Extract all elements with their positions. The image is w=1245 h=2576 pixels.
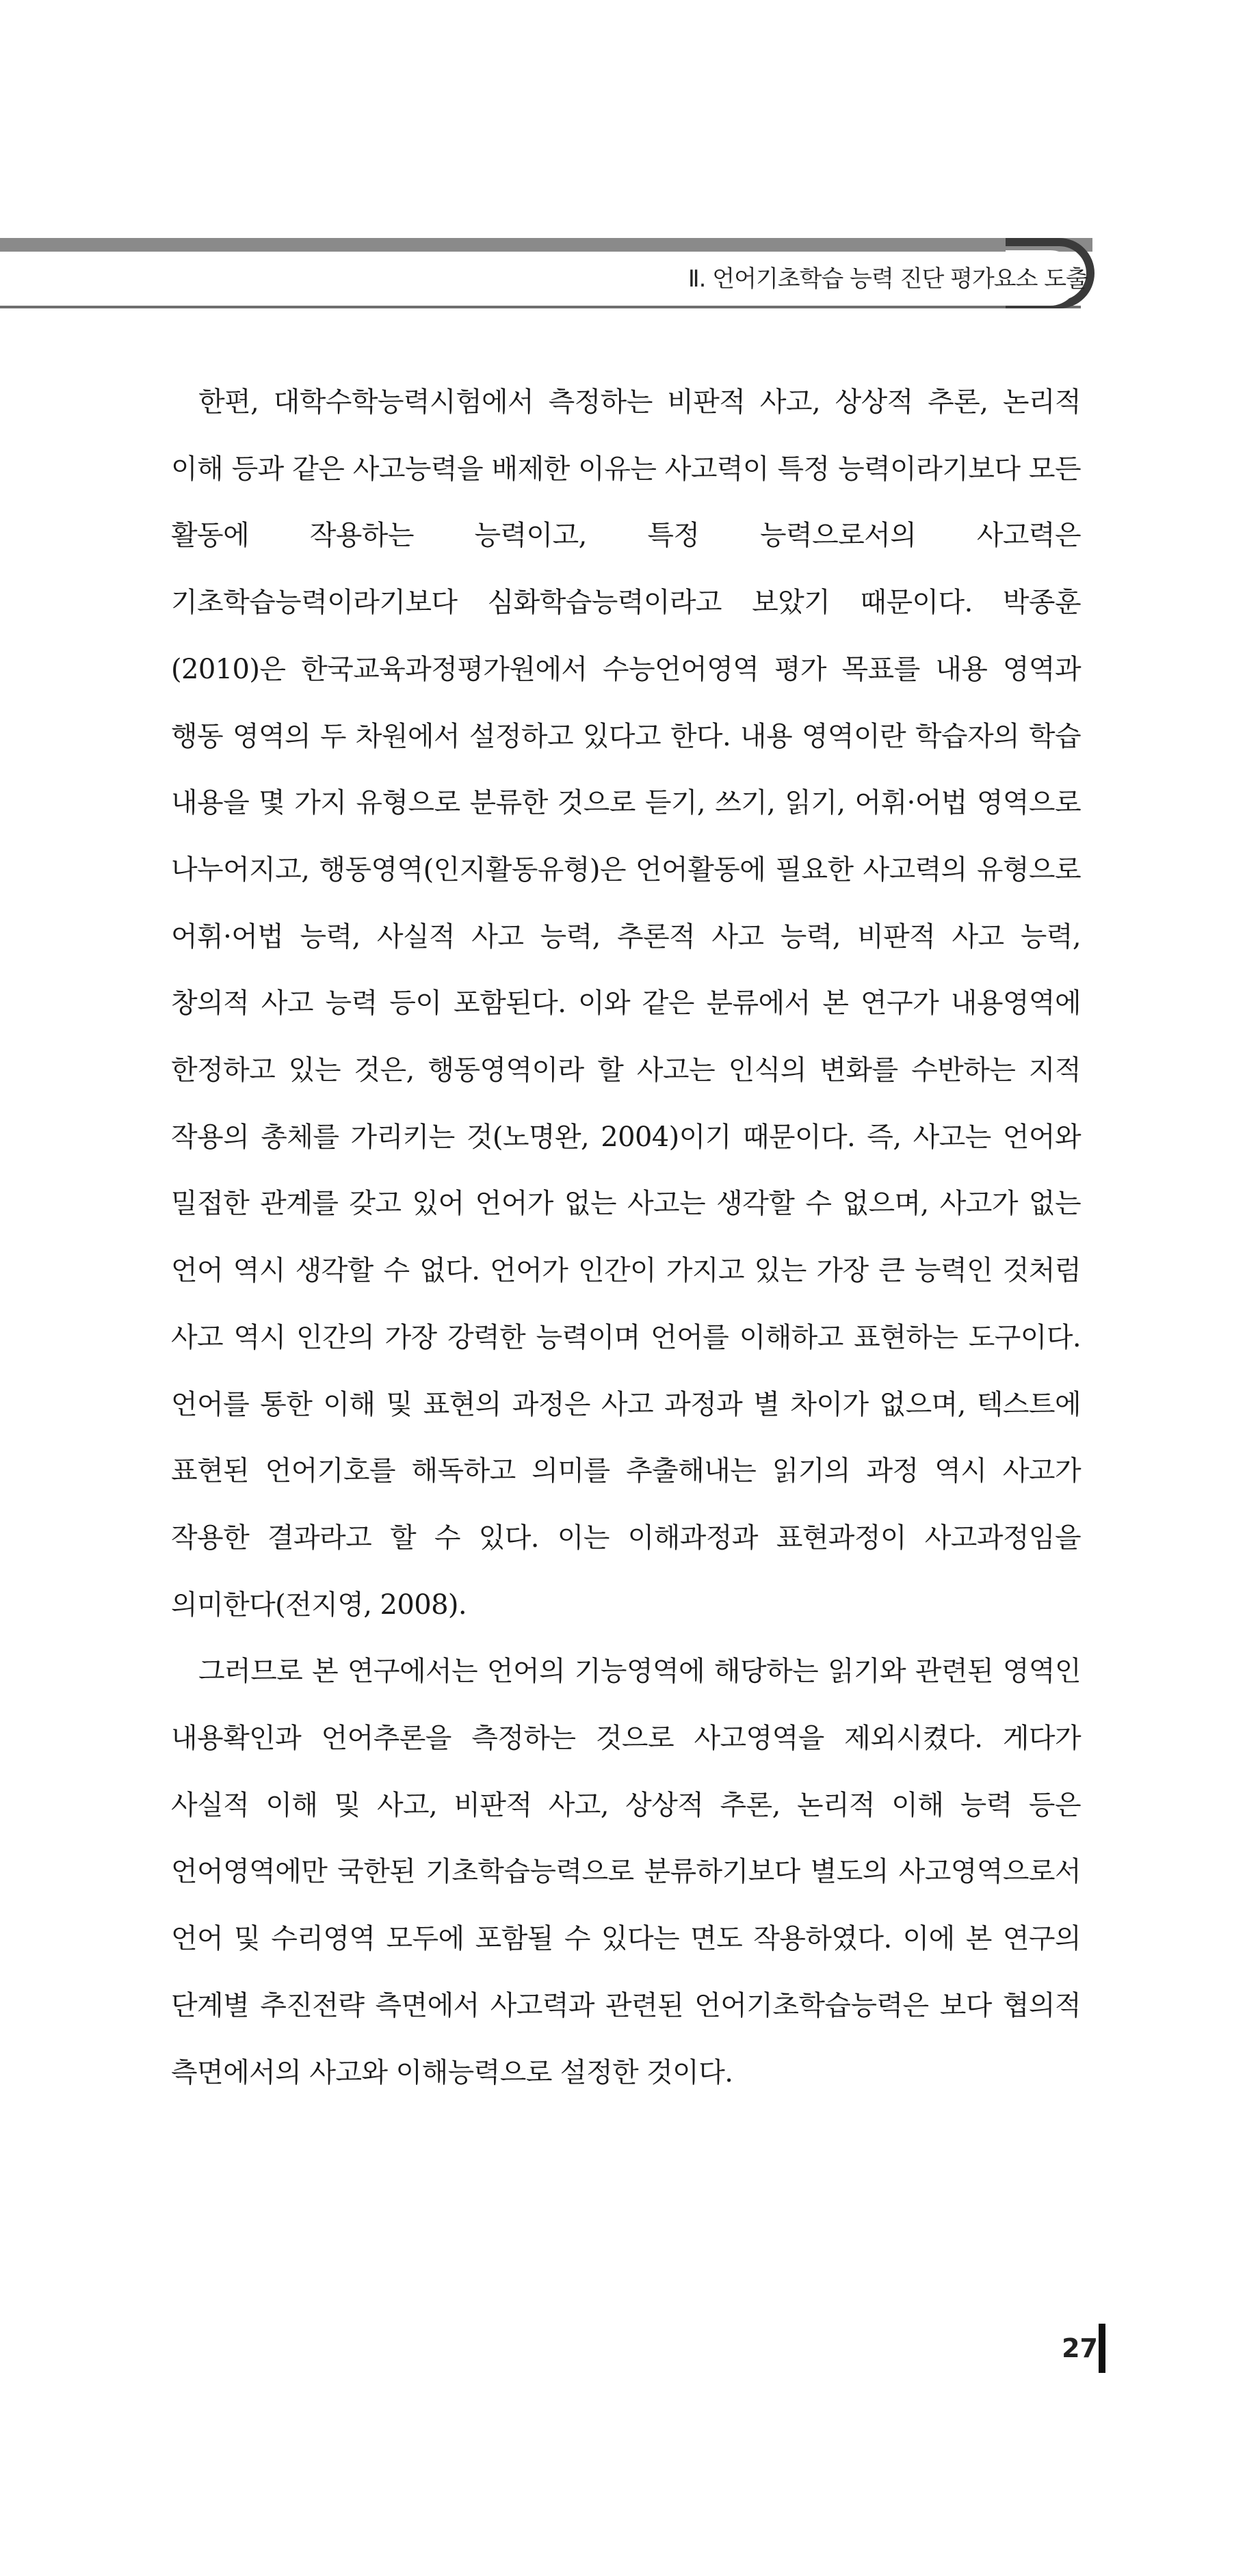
header-rule-line <box>0 306 1081 308</box>
paragraph-1: 한편, 대학수학능력시험에서 측정하는 비판적 사고, 상상적 추론, 논리적 이해 등과 같은 사고능력을 배제한 이유는 사고력이 특정 능력이라기보다 모든 활동에 작용하는 능력이고, 특정 능력으로서의 사고력은 기초학습능력이라기보다 심화학습능력이라고 보았기 때문이다. 박종훈(2010)은 한국교육과정평가원에서 수능언어영역 평가 목표를 내용 영역과 행동 영역의 두 차원에서 설정하고 있다고 한다. 내용 영역이란 학습자의 학습 내용을 몇 가지 유형으로 분류한 것으로 듣기, 쓰기, 읽기, 어휘·어법 영역으로 나누어지고, 행동영역(인지활동유형)은 언어활동에 필요한 사고력의 유형으로 어휘·어법 능력, 사실적 사고 능력, 추론적 사고 능력, 비판적 사고 능력, 창의적 사고 능력 등이 포함된다. 이와 같은 분류에서 본 연구가 내용영역에 한정하고 있는 것은, 행동영역이라 할 사고는 인식의 변화를 수반하는 지적 작용의 총체를 가리키는 것(노명완, 2004)이기 때문이다. 즉, 사고는 언어와 밀접한 관계를 갖고 있어 언어가 없는 사고는 생각할 수 없으며, 사고가 없는 언어 역시 생각할 수 없다. 언어가 인간이 가지고 있는 가장 큰 능력인 것처럼 사고 역시 인간의 가장 강력한 능력이며 언어를 이해하고 표현하는 도구이다. 언어를 통한 이해 및 표현의 과정은 사고 과정과 별 차이가 없으며, 텍스트에 표현된 언어기호를 해독하고 의미를 추출해내는 읽기의 과정 역시 사고가 작용한 결과라고 할 수 있다. 이는 이해과정과 표현과정이 사고과정임을 의미한다(전지영, 2008). <box>171 386 1081 1621</box>
page-number: 27 <box>1062 2333 1098 2363</box>
header-rule-bar <box>0 238 1092 252</box>
paragraph-2: 그러므로 본 연구에서는 언어의 기능영역에 해당하는 읽기와 관련된 영역인 내용확인과 언어추론을 측정하는 것으로 사고영역을 제외시켰다. 게다가 사실적 이해 및 사고, 비판적 사고, 상상적 추론, 논리적 이해 능력 등은 언어영역에만 국한된 기초학습능력으로 분류하기보다 별도의 사고영역으로서 언어 및 수리영역 모두에 포함될 수 있다는 면도 작용하였다. 이에 본 연구의 단계별 추진전략 측면에서 사고력과 관련된 언어기초학습능력은 보다 협의적 측면에서의 사고와 이해능력으로 설정한 것이다. <box>171 1656 1081 2088</box>
page-number-bar <box>1099 2324 1105 2373</box>
running-head: Ⅱ. 언어기초학습 능력 진단 평가요소 도출 <box>687 265 1088 293</box>
body-text <box>171 369 1081 2106</box>
